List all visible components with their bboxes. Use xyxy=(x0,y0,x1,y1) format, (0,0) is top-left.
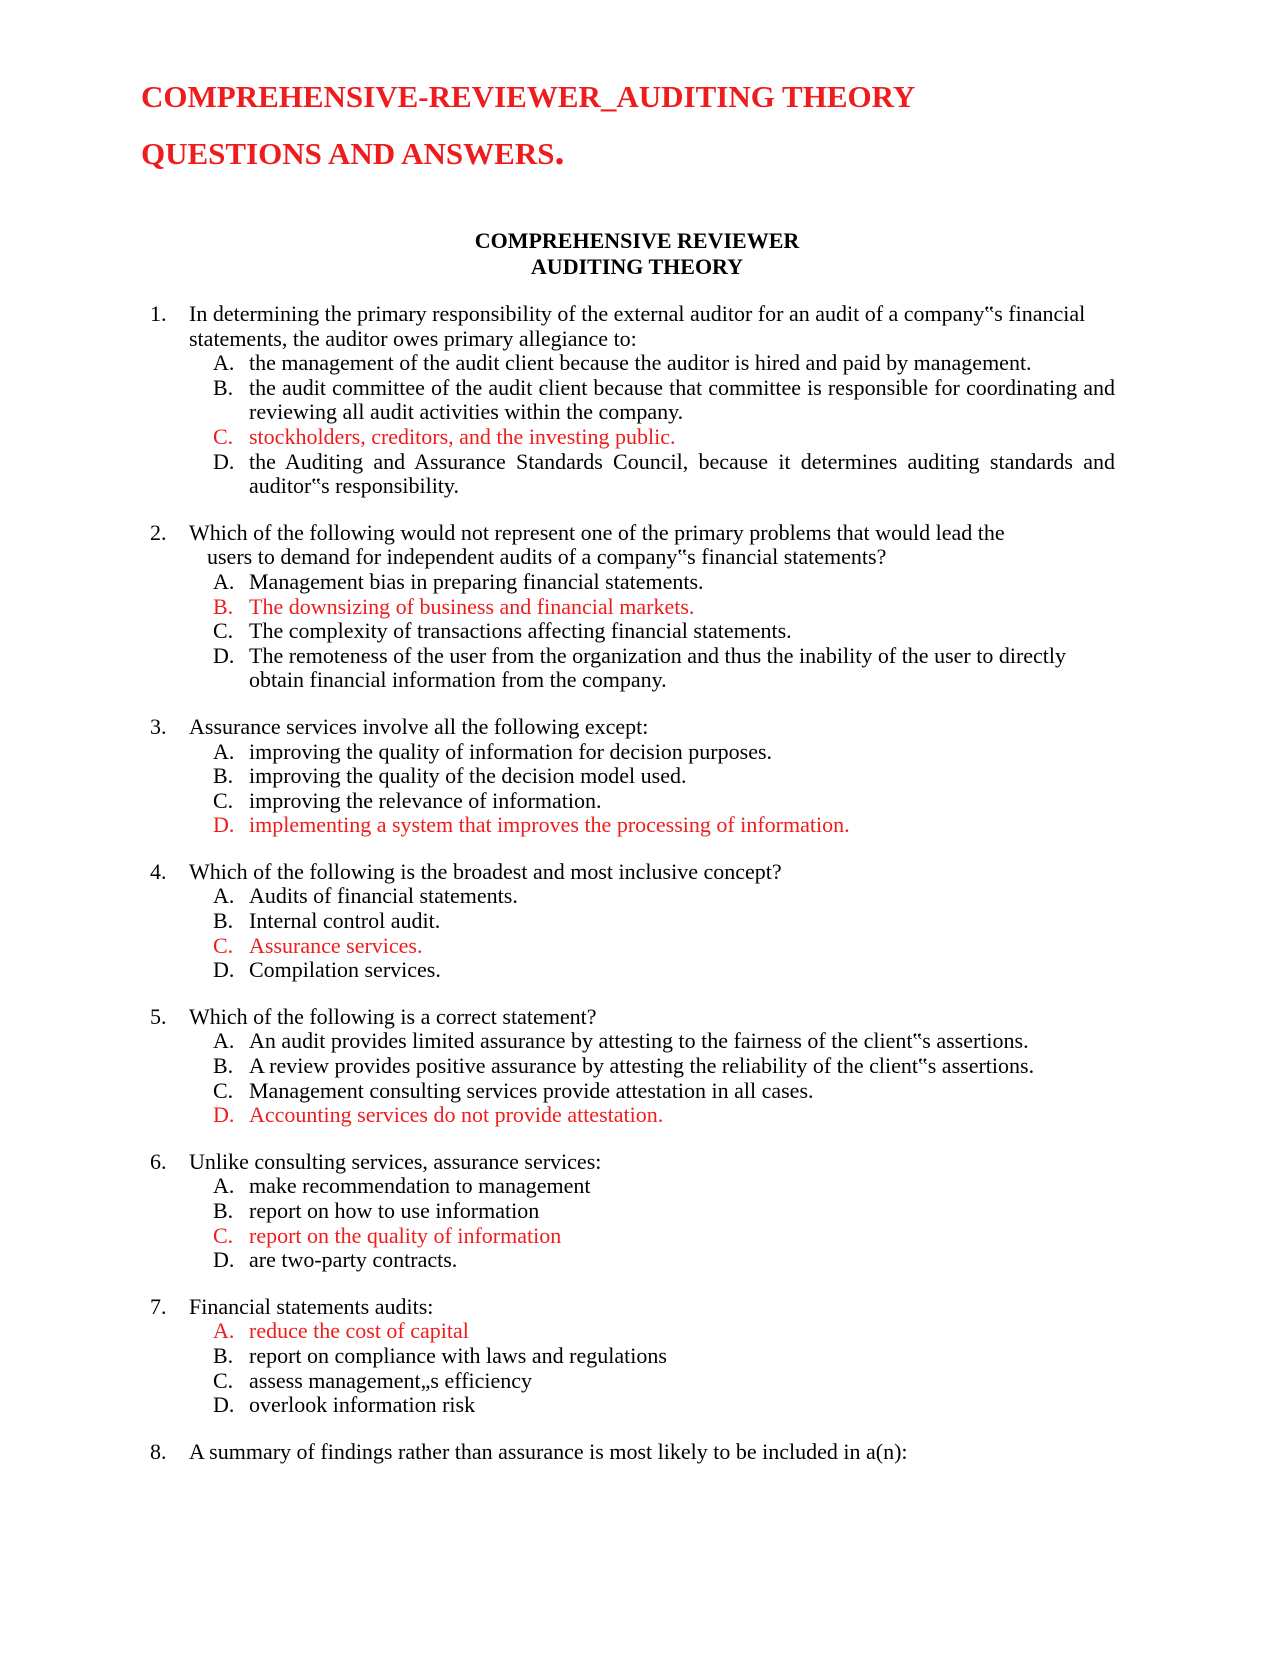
option-letter: D. xyxy=(213,812,235,838)
question-number: 7. xyxy=(150,1293,167,1319)
option-list xyxy=(189,351,1121,499)
option-text: overlook information risk xyxy=(249,1392,476,1418)
option-text: report on the quality of information xyxy=(249,1222,562,1248)
option-d xyxy=(189,1248,1115,1273)
option-text: Internal control audit. xyxy=(249,908,441,934)
option-letter: D. xyxy=(213,642,235,668)
option-d xyxy=(189,644,1115,693)
option-text: Accounting services do not provide attestation. xyxy=(249,1102,664,1128)
option-text: make recommendation to management xyxy=(249,1173,591,1199)
question-number: 4. xyxy=(150,858,167,884)
question-text-line1: Which of the following would not represent one of the primary problems that would lead the xyxy=(189,519,1005,545)
option-text: assess management„s efficiency xyxy=(249,1367,533,1393)
option-letter: A. xyxy=(213,1173,235,1199)
question-number: 5. xyxy=(150,1003,167,1029)
option-text: the audit committee of the audit client because that committee is responsible for coordinating and reviewing all audit activities within the company. xyxy=(249,374,1115,425)
option-text: are two-party contracts. xyxy=(249,1247,458,1273)
option-c xyxy=(189,1079,1115,1104)
option-d xyxy=(189,450,1115,499)
option-text: Management consulting services provide attestation in all cases. xyxy=(249,1077,814,1103)
option-text: The complexity of transactions affecting financial statements. xyxy=(249,618,792,644)
option-c-correct-answer xyxy=(189,425,1115,450)
option-letter: A. xyxy=(213,1028,235,1054)
option-a-correct-answer xyxy=(189,1319,1115,1344)
question-list xyxy=(0,302,1280,1486)
question-text-line2: users to demand for independent audits of a company‟s financial statements? xyxy=(207,544,887,570)
option-text: A review provides positive assurance by attesting the reliability of the client‟s assertions. xyxy=(249,1053,1035,1079)
option-a xyxy=(189,1029,1129,1054)
option-text: Assurance services. xyxy=(249,932,423,958)
option-text: the Auditing and Assurance Standards Council, because it determines auditing standards and auditor‟s responsibility. xyxy=(249,448,1115,499)
option-a xyxy=(189,740,1115,765)
option-c-correct-answer xyxy=(189,1224,1115,1249)
option-letter: A. xyxy=(213,883,235,909)
option-a xyxy=(189,884,1115,909)
option-c xyxy=(189,1369,1115,1394)
option-list xyxy=(189,884,1121,982)
document-title-line2: QUESTIONS AND ANSWERS xyxy=(141,136,555,171)
option-letter: B. xyxy=(213,374,234,400)
option-text: Audits of financial statements. xyxy=(249,883,518,909)
option-list xyxy=(189,1029,1121,1127)
option-letter: D. xyxy=(213,1247,235,1273)
question-number: 2. xyxy=(150,519,167,545)
option-c xyxy=(189,789,1115,814)
option-b xyxy=(189,376,1115,425)
option-letter: D. xyxy=(213,957,235,983)
question-text: Which of the following is a correct statement? xyxy=(189,1003,597,1029)
option-d xyxy=(189,958,1115,983)
option-d-correct-answer xyxy=(189,1103,1115,1128)
option-letter: B. xyxy=(213,908,234,934)
option-letter: A. xyxy=(213,738,235,764)
section-heading-line1: COMPREHENSIVE REVIEWER xyxy=(474,228,800,253)
option-letter: B. xyxy=(213,1198,234,1223)
option-d xyxy=(189,1393,1115,1418)
option-b xyxy=(189,1344,1115,1369)
option-text: improving the quality of the decision model used. xyxy=(249,763,687,789)
question-number: 8. xyxy=(150,1438,167,1464)
option-letter: D. xyxy=(213,448,235,474)
option-c-correct-answer xyxy=(189,934,1115,959)
option-list xyxy=(189,740,1121,838)
option-text: report on compliance with laws and regulations xyxy=(249,1342,667,1368)
option-letter: C. xyxy=(213,423,234,449)
option-text: implementing a system that improves the processing of information. xyxy=(249,812,850,838)
option-letter: C. xyxy=(213,1367,234,1393)
option-letter: A. xyxy=(213,568,235,594)
question-number: 6. xyxy=(150,1148,167,1174)
option-a xyxy=(189,351,1115,376)
question-3 xyxy=(0,715,1121,838)
option-letter: C. xyxy=(213,1222,234,1248)
option-text: The remoteness of the user from the organization and thus the inability of the user to directly obtain financial information from the company. xyxy=(249,642,1067,693)
option-list xyxy=(189,570,1121,693)
option-b-correct-answer xyxy=(189,595,1115,620)
option-text: improving the relevance of information. xyxy=(249,787,602,813)
question-text: In determining the primary responsibility of the external auditor for an audit of a company‟s financial statements, the auditor owes primary allegiance to: xyxy=(189,301,1086,351)
option-b xyxy=(189,764,1115,789)
question-8 xyxy=(0,1440,1121,1465)
option-letter: D. xyxy=(213,1102,235,1128)
option-b xyxy=(189,1199,1115,1224)
option-letter: C. xyxy=(213,1077,234,1103)
option-letter: B. xyxy=(213,763,234,789)
option-a xyxy=(189,570,1115,595)
question-text xyxy=(189,521,1121,570)
option-a xyxy=(189,1174,1115,1199)
option-letter: B. xyxy=(213,1342,234,1368)
question-number: 1. xyxy=(150,301,167,326)
section-heading-line2: AUDITING THEORY xyxy=(530,254,744,279)
document-title xyxy=(141,70,1141,181)
option-letter: A. xyxy=(213,1318,235,1344)
option-letter: C. xyxy=(213,932,234,958)
option-text: report on how to use information xyxy=(249,1198,540,1223)
option-letter: C. xyxy=(213,618,234,644)
option-text: the management of the audit client because the auditor is hired and paid by management. xyxy=(249,350,1032,376)
option-text: An audit provides limited assurance by attesting to the fairness of the client‟s assertions. xyxy=(249,1028,1029,1054)
question-2 xyxy=(0,521,1121,693)
document-title-dot: . xyxy=(554,128,565,173)
option-b xyxy=(189,1054,1129,1079)
option-letter: C. xyxy=(213,787,234,813)
option-c xyxy=(189,619,1115,644)
question-4 xyxy=(0,860,1121,983)
option-text: improving the quality of information for decision purposes. xyxy=(249,738,773,764)
document-title-line1: COMPREHENSIVE-REVIEWER_AUDITING THEORY xyxy=(141,79,916,114)
option-b xyxy=(189,909,1115,934)
option-letter: A. xyxy=(213,350,235,376)
option-list xyxy=(189,1174,1121,1272)
option-text: reduce the cost of capital xyxy=(249,1318,469,1344)
question-1 xyxy=(0,302,1121,499)
option-letter: B. xyxy=(213,593,234,619)
question-6 xyxy=(0,1150,1121,1273)
option-letter: B. xyxy=(213,1053,234,1079)
question-text: Assurance services involve all the following except: xyxy=(189,713,649,739)
question-7 xyxy=(0,1295,1121,1418)
question-text: Unlike consulting services, assurance services: xyxy=(189,1148,602,1174)
option-text: Compilation services. xyxy=(249,957,441,983)
option-letter: D. xyxy=(213,1392,235,1418)
option-text: Management bias in preparing financial statements. xyxy=(249,568,704,594)
question-number: 3. xyxy=(150,713,167,739)
option-d-correct-answer xyxy=(189,813,1115,838)
question-text: A summary of findings rather than assurance is most likely to be included in a(n): xyxy=(189,1438,908,1464)
question-5 xyxy=(0,1005,1121,1128)
option-list xyxy=(189,1319,1121,1417)
question-text: Which of the following is the broadest and most inclusive concept? xyxy=(189,858,782,884)
question-text: Financial statements audits: xyxy=(189,1293,434,1319)
option-text: stockholders, creditors, and the investing public. xyxy=(249,423,676,449)
option-text: The downsizing of business and financial markets. xyxy=(249,593,695,619)
